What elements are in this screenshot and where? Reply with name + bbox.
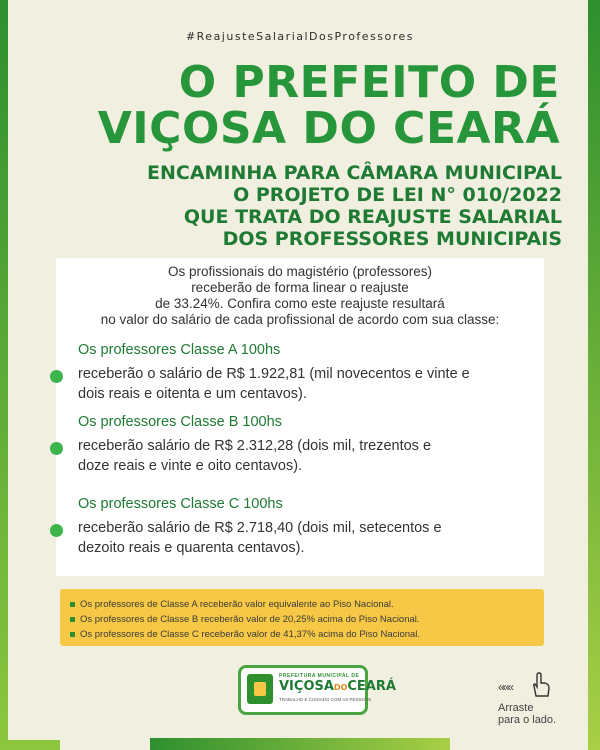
intro-line-4: no valor do salário de cada profissional de acordo com sua classe:	[100, 312, 500, 327]
coat-of-arms-icon	[247, 674, 273, 704]
class-a-text	[78, 364, 470, 404]
logo-top-text: PREFEITURA MUNICIPAL DE	[279, 673, 360, 679]
intro-line-2: receberão de forma linear o reajuste	[191, 280, 409, 295]
bottom-left-strip	[0, 740, 60, 750]
class-b-text	[78, 436, 431, 476]
class-b-bullet-icon	[50, 442, 63, 455]
title-line-2: VIÇOSA DO CEARÁ	[97, 103, 560, 154]
logo-main-do: DO	[333, 683, 348, 692]
subtitle	[147, 162, 562, 250]
subtitle-line-4: DOS PROFESSORES MUNICIPAIS	[222, 228, 562, 250]
class-a-title: Os professores Classe A 100hs	[78, 342, 281, 358]
logo-main-a: VIÇOSA	[279, 679, 334, 694]
intro-line-3: de 33.24%. Confira como este reajuste resultará	[155, 296, 445, 311]
subtitle-line-1: ENCAMINHA PARA CÂMARA MUNICIPAL	[147, 162, 562, 184]
intro-text	[56, 264, 544, 328]
class-a-line-1: receberão o salário de R$ 1.922,81 (mil novecentos e vinte e	[78, 366, 470, 382]
hashtag: #ReajusteSalarialDosProfessores	[185, 30, 415, 43]
title-line-1: O PREFEITO DE	[178, 57, 560, 108]
square-bullet-icon	[70, 617, 75, 622]
swipe-line-2: para o lado.	[498, 714, 557, 726]
intro-line-1: Os profissionais do magistério (professores)	[167, 264, 433, 279]
class-b-line-1: receberão salário de R$ 2.312,28 (dois mil, trezentos e	[78, 438, 432, 454]
bottom-strip	[150, 738, 450, 750]
class-a-bullet-icon	[50, 370, 63, 383]
subtitle-line-2: O PROJETO DE LEI N° 010/2022	[233, 184, 562, 206]
chevrons-left-icon: «««	[498, 680, 513, 694]
prefeitura-logo	[238, 665, 396, 715]
class-a-line-2: dois reais e oitenta e um centavos).	[78, 386, 307, 402]
logo-main-text	[279, 679, 396, 694]
note-text: Os professores de Classe B receberão valor de 20,25% acima do Piso Nacional.	[80, 614, 420, 625]
class-b-title: Os professores Classe B 100hs	[78, 414, 282, 430]
swipe-line-1: Arraste	[498, 702, 534, 714]
swipe-text	[498, 702, 556, 726]
note-item	[70, 599, 394, 610]
class-b-line-2: doze reais e vinte e oito centavos).	[78, 458, 303, 474]
note-item	[70, 629, 420, 640]
note-item	[70, 614, 420, 625]
right-green-border	[588, 0, 600, 750]
class-c-bullet-icon	[50, 524, 63, 537]
square-bullet-icon	[70, 632, 75, 637]
class-c-line-2: dezoito reais e quarenta centavos).	[78, 540, 305, 556]
swipe-hint[interactable]	[498, 672, 558, 732]
left-green-border	[0, 0, 8, 750]
hand-pointer-icon	[528, 672, 552, 698]
subtitle-line-3: QUE TRATA DO REAJUSTE SALARIAL	[183, 206, 562, 228]
class-c-text	[78, 518, 442, 558]
class-c-line-1: receberão salário de R$ 2.718,40 (dois mil, setecentos e	[78, 520, 442, 536]
logo-main-b: CEARÁ	[347, 679, 396, 694]
note-text: Os professores de Classe C receberão valor de 41,37% acima do Piso Nacional.	[80, 629, 421, 640]
note-text: Os professores de Classe A receberão valor equivalente ao Piso Nacional.	[80, 599, 394, 610]
square-bullet-icon	[70, 602, 75, 607]
notes-box	[60, 589, 544, 646]
class-c-title: Os professores Classe C 100hs	[78, 496, 283, 512]
info-card	[56, 258, 544, 576]
logo-sub-text: TRABALHO E CUIDADO COM AS PESSOAS	[279, 697, 372, 702]
